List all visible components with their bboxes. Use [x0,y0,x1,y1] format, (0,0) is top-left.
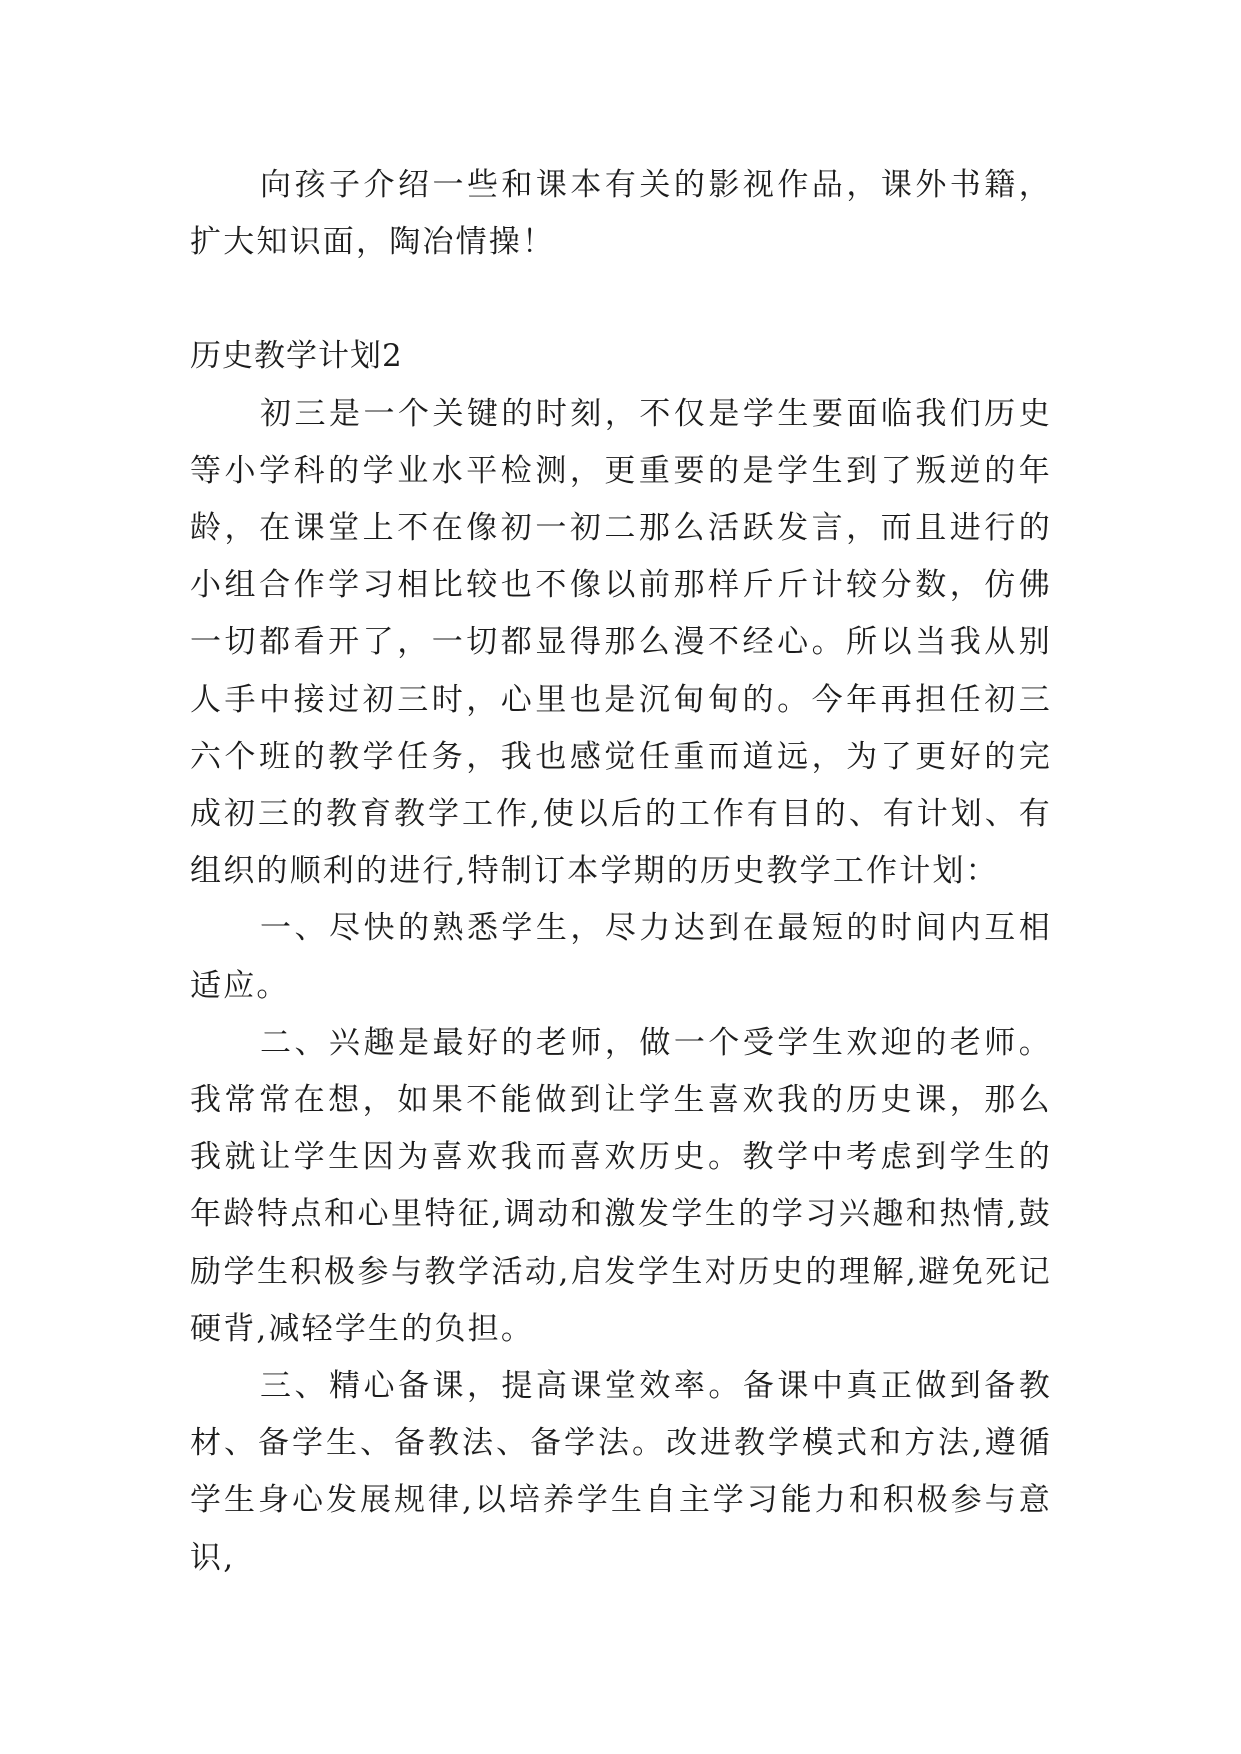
body-paragraph-4: 三、精心备课，提高课堂效率。备课中真正做到备教材、备学生、备教法、备学法。改进教学模式和方法,遵循学生身心发展规律,以培养学生自主学习能力和积极参与意识, [190,1368,1052,1576]
paragraph-gap [190,271,1052,328]
intro-paragraph: 向孩子介绍一些和课本有关的影视作品，课外书籍，扩大知识面，陶冶情操！ [190,167,1052,261]
document-body [190,157,1052,1587]
section-title: 历史教学计划2 [190,338,403,375]
body-paragraph-1: 初三是一个关键的时刻，不仅是学生要面临我们历史等小学科的学业水平检测，更重要的是学生到了叛逆的年龄，在课堂上不在像初一初二那么活跃发言，而且进行的小组合作学习相比较也不像以前那样斤斤计较分数，仿佛一切都看开了，一切都显得那么漫不经心。所以当我从别人手中接过初三时，心里也是沉甸甸的。今年再担任初三六个班的教学任务，我也感觉任重而道远，为了更好的完成初三的教育教学工作,使以后的工作有目的、有计划、有组织的顺利的进行,特制订本学期的历史教学工作计划： [190,395,1052,890]
body-paragraph-3: 二、兴趣是最好的老师，做一个受学生欢迎的老师。我常常在想，如果不能做到让学生喜欢我的历史课，那么我就让学生因为喜欢我而喜欢历史。教学中考虑到学生的年龄特点和心里特征,调动和激发学生的学习兴趣和热情,鼓励学生积极参与教学活动,启发学生对历史的理解,避免死记硬背,减轻学生的负担。 [190,1024,1052,1347]
body-paragraph-2: 一、尽快的熟悉学生，尽力达到在最短的时间内互相适应。 [190,910,1052,1004]
